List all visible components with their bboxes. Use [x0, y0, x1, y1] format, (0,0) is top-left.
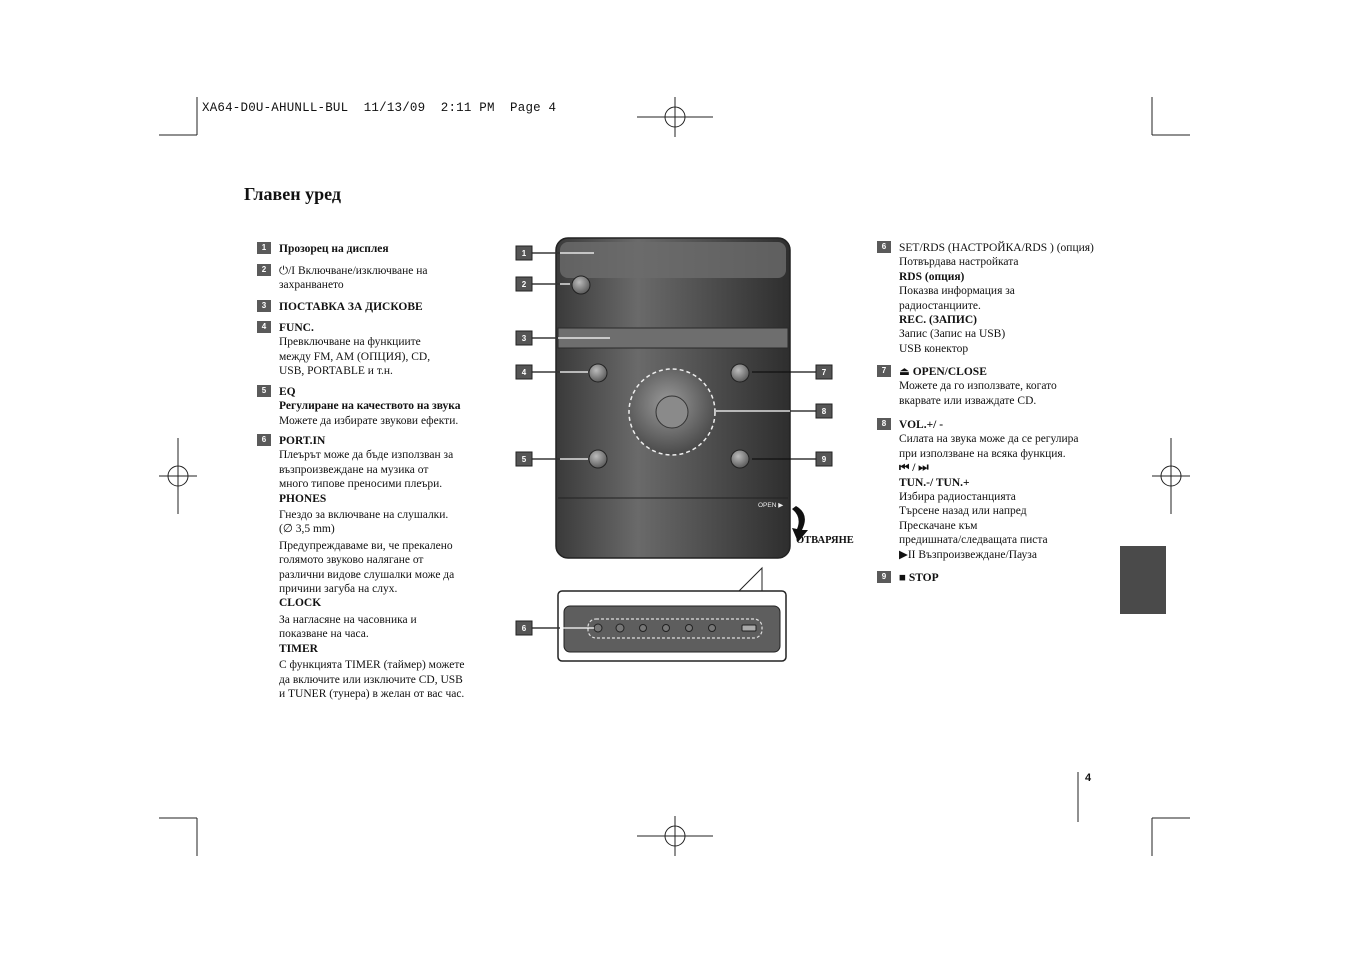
- power-button: [572, 276, 590, 294]
- item-port-in: [257, 434, 497, 701]
- item-text: Избира радиостанцията: [899, 491, 1016, 504]
- item-text: (∅ 3,5 mm): [279, 523, 335, 536]
- item-text: Превключване на функциите: [279, 336, 421, 349]
- item-label: TUN.-/ TUN.+: [899, 476, 970, 489]
- eq-button: [589, 450, 607, 468]
- item-text: С функцията TIMER (таймер) можете: [279, 659, 465, 672]
- item-text: и TUNER (тунера) в желан от вас час.: [279, 687, 465, 700]
- item-text: ⏻/I Включване/изключване на: [279, 265, 428, 277]
- page-number: 4: [1085, 772, 1092, 784]
- item-text: Прескачане към: [899, 519, 978, 532]
- print-header: XA64-D0U-AHUNLL-BUL 11/13/09 2:11 PM Page 4: [202, 101, 557, 115]
- item-open-close: [877, 365, 1117, 408]
- item-text: ▶II Възпроизвеждане/Пауза: [899, 548, 1037, 561]
- callout-badge: 9: [877, 571, 891, 583]
- callout-8: 8: [821, 407, 827, 416]
- item-text: да включите или изключите CD, USB: [279, 673, 463, 686]
- page-title: Главен уред: [244, 184, 341, 204]
- item-text: Търсене назад или напред: [899, 505, 1027, 518]
- item-display-window: [257, 242, 497, 256]
- callout-badge: 8: [877, 418, 891, 430]
- item-label: ■ STOP: [899, 572, 939, 584]
- item-label: Регулиране на качеството на звука: [279, 400, 461, 413]
- callout-badge: 2: [257, 264, 271, 276]
- open-close-button: [731, 364, 749, 382]
- item-text: Запис (Запис на USB): [899, 328, 1006, 341]
- display-window: [560, 242, 786, 278]
- usb-port: [742, 625, 756, 631]
- item-text: захранването: [279, 279, 344, 292]
- func-button: [589, 364, 607, 382]
- item-text: USB конектор: [899, 342, 969, 355]
- item-text: вкарвате или изваждате CD.: [899, 394, 1037, 407]
- callout-6: 6: [521, 624, 527, 633]
- item-text: предишната/следващата писта: [899, 534, 1048, 547]
- callout-9: 9: [821, 455, 827, 464]
- item-vol-tun: [877, 418, 1117, 562]
- skip-icons-label: ⏮ / ⏭: [899, 462, 929, 475]
- item-eq: [257, 385, 497, 428]
- item-text: възпроизвеждане на музика от: [279, 463, 429, 476]
- item-text: причини загуба на слух.: [279, 583, 398, 596]
- item-text: Предупреждаваме ви, че прекалено: [279, 539, 453, 552]
- item-text: Показва информация за: [899, 285, 1015, 298]
- item-text: Плеърът може да бъде използван за: [279, 449, 454, 462]
- chapter-tab: [1120, 546, 1166, 614]
- item-text: много типове преносими плеъри.: [279, 478, 443, 491]
- item-label: EQ: [279, 386, 296, 398]
- item-text: различни видове слушалки може да: [279, 568, 455, 581]
- port-in-jack: [594, 624, 602, 632]
- item-label: ПОСТАВКА ЗА ДИСКОВЕ: [279, 301, 423, 313]
- callout-5: 5: [521, 455, 527, 464]
- item-text: За нагласяне на часовника и: [279, 613, 417, 626]
- callout-badge: 6: [877, 241, 891, 253]
- callout-badge: 7: [877, 365, 891, 377]
- jog-dial-center: [656, 396, 688, 428]
- item-disc-tray: [257, 300, 497, 314]
- item-text: Можете да избирате звукови ефекти.: [279, 414, 459, 427]
- item-label: FUNC.: [279, 322, 314, 334]
- callout-3: 3: [521, 334, 527, 343]
- item-text: Можете да го използвате, когато: [899, 380, 1057, 393]
- item-label: VOL.+/ -: [899, 419, 944, 431]
- rec-button: [709, 625, 716, 632]
- item-power: [257, 264, 497, 293]
- item-label: CLOCK: [279, 597, 322, 610]
- item-text: Гнездо за включване на слушалки.: [279, 509, 449, 522]
- item-label: Прозорец на дисплея: [279, 243, 389, 255]
- item-text: Потвърдава настройката: [899, 256, 1019, 269]
- item-label: RDS (опция): [899, 270, 965, 283]
- open-label: OPEN ▶: [758, 502, 784, 509]
- callout-1: 1: [521, 249, 527, 258]
- item-label: PORT.IN: [279, 435, 326, 447]
- item-label: ⏏ OPEN/CLOSE: [899, 366, 987, 378]
- item-label: REC. (ЗАПИС): [899, 314, 977, 327]
- callout-4: 4: [521, 368, 527, 377]
- item-text: между FM, AM (ОПЦИЯ), CD,: [279, 350, 431, 363]
- stop-button: [731, 450, 749, 468]
- callout-badge: 1: [257, 242, 271, 254]
- callout-badge: 4: [257, 321, 271, 333]
- callout-badge: 6: [257, 434, 271, 446]
- item-stop: [877, 571, 1117, 585]
- callout-2: 2: [521, 280, 527, 289]
- callout-7: 7: [821, 368, 827, 377]
- item-func: [257, 321, 497, 379]
- callout-badge: 3: [257, 300, 271, 312]
- item-text: Силата на звука може да се регулира: [899, 433, 1079, 446]
- set-rds-button: [686, 625, 693, 632]
- open-direction-label: ОТВАРЯНЕ: [796, 535, 854, 546]
- device-figure: [510, 230, 870, 670]
- item-text: USB, PORTABLE и т.н.: [279, 365, 393, 378]
- clock-button: [640, 625, 647, 632]
- item-label: PHONES: [279, 492, 327, 505]
- item-text: при използване на всяка функция.: [899, 447, 1066, 460]
- item-text: показване на часа.: [279, 628, 369, 641]
- callout-badge: 5: [257, 385, 271, 397]
- item-text: голямото звуково налягане от: [279, 554, 424, 567]
- item-label: SET/RDS (НАСТРОЙКА/RDS ) (опция): [899, 242, 1094, 254]
- phones-jack: [616, 624, 624, 632]
- timer-button: [663, 625, 670, 632]
- item-text: радиостанциите.: [899, 299, 981, 312]
- item-label: TIMER: [279, 642, 318, 655]
- item-set-rds: [877, 241, 1117, 356]
